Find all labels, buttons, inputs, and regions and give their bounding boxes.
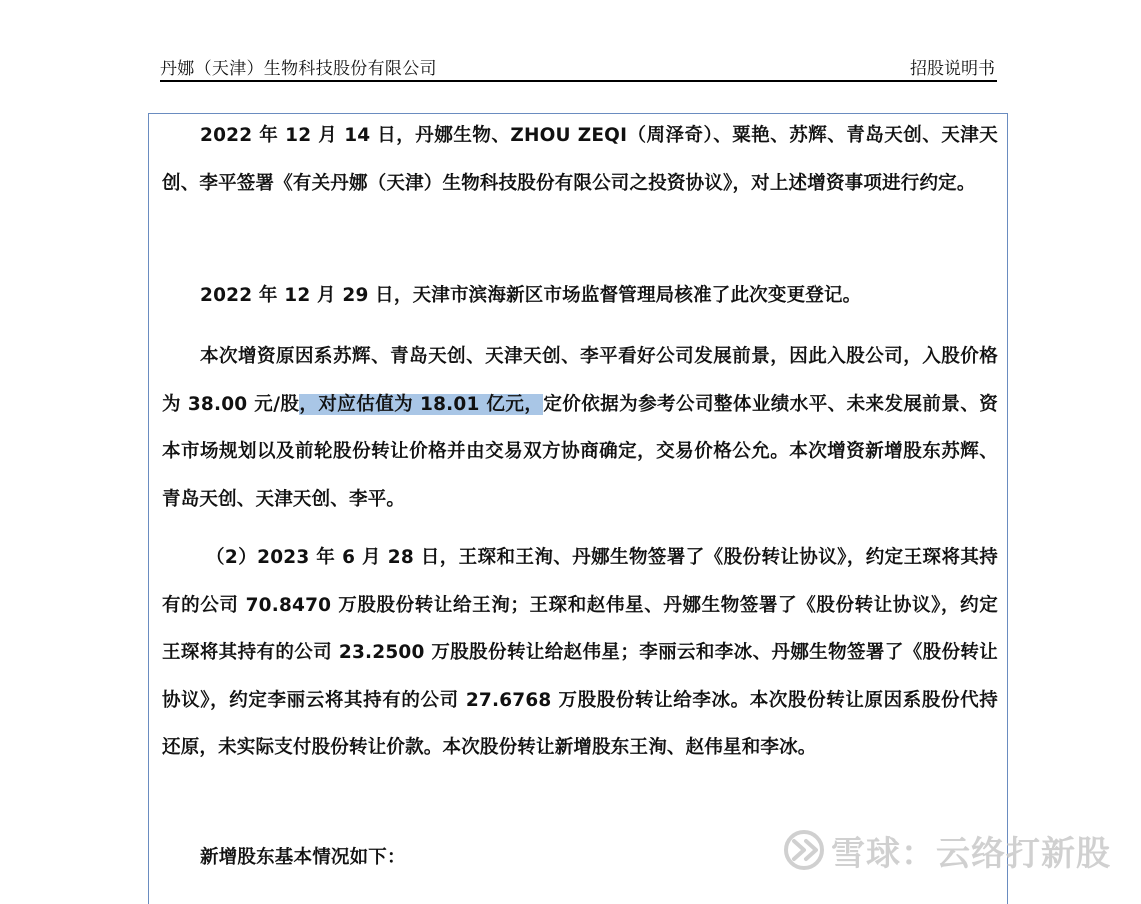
reason-text-end: 定价依据为参考公司整体业绩水平、未来发展前景、资本市场规划以及前轮股份转让价格并由交易双方协商确定，交易价格公允。本次增资新增股东苏辉、青岛天创、天津天创、李平。	[162, 393, 998, 510]
paragraph-registration-approval: 2022 年 12 月 29 日，天津市滨海新区市场监督管理局核准了此次变更登记。	[200, 285, 862, 306]
valuation-highlight[interactable]: ，对应估值为 18.01 亿元，	[299, 393, 544, 415]
paragraph-investment-agreement: 2022 年 12 月 14 日，丹娜生物、ZHOU ZEQI（周泽奇）、粟艳、苏辉、青岛天创、天津天创、李平签署《有关丹娜（天津）生物科技股份有限公司之投资协议》，对上述增资事项进行约定。	[162, 125, 998, 194]
reason-text-start: 本次增资原因系苏辉、青岛天创、天津天创、李平看好公司发展前景，因此入股公司，入股价格为 38.00 元/股	[162, 346, 998, 415]
watermark-text: 雪球：云络打新股	[831, 833, 1111, 874]
paragraph-new-shareholders-intro: 新增股东基本情况如下：	[200, 847, 406, 868]
page-header	[160, 52, 997, 82]
xueqiu-snowball-icon	[783, 829, 825, 871]
company-name: 丹娜（天津）生物科技股份有限公司	[160, 59, 437, 79]
watermark	[783, 829, 1111, 874]
document-type: 招股说明书	[910, 59, 995, 79]
paragraph-capital-increase-reason	[162, 333, 998, 523]
paragraph-share-transfer: （2）2023 年 6 月 28 日，王琛和王洵、丹娜生物签署了《股份转让协议》，约定王琛将其持有的公司 70.8470 万股股份转让给王洵；王琛和赵伟星、丹娜生物签署了《股份转让协议》，约定王琛将其持有的公司 23.2500 万股股份转让给赵伟星；李丽云和李冰、丹娜生物签署了《股份转让协议》，约定李丽云将其持有的公司 27.6768 万股股份转让给李冰。本次股份转让原因系股份代持还原，未实际支付股份转让价款。本次股份转让新增股东王洵、赵伟星和李冰。	[162, 547, 998, 758]
